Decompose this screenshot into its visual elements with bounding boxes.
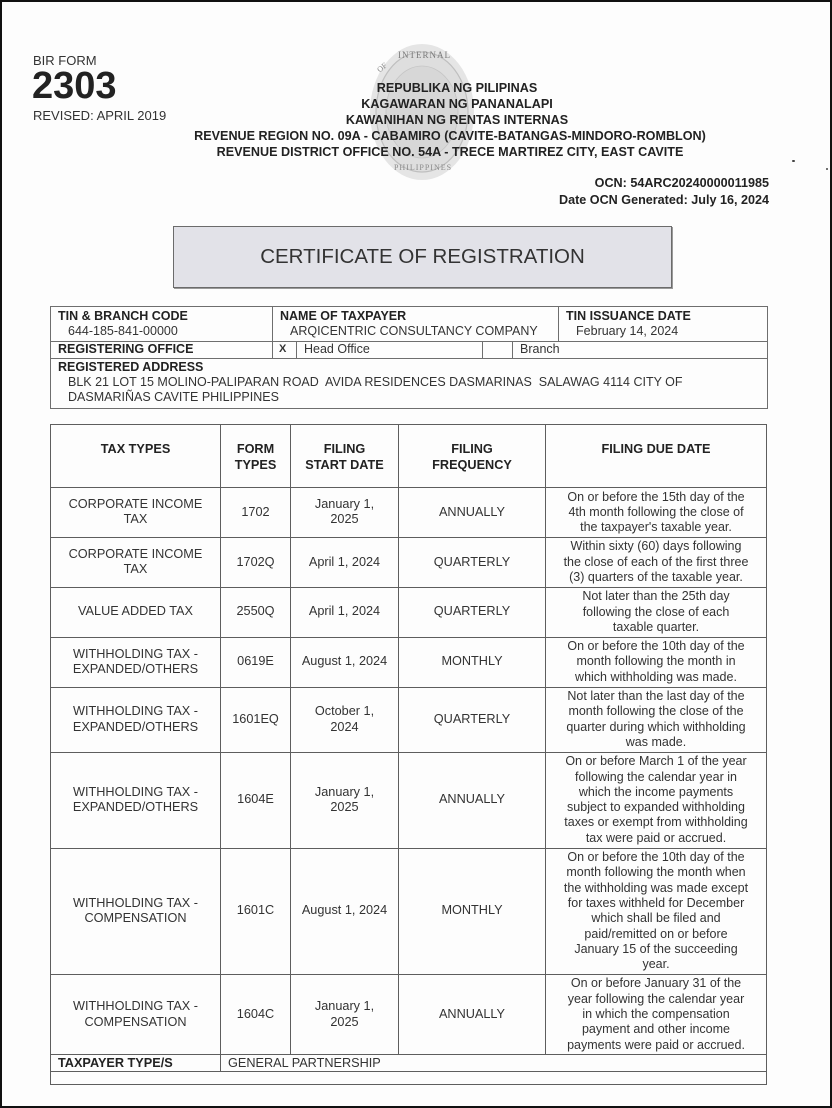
filing-due-date-cell <box>546 587 767 637</box>
tax-type-cell <box>51 974 221 1055</box>
tax-table-row <box>51 587 767 637</box>
filing-due-date-line: On or before the 15th day of the <box>567 489 745 504</box>
tax-type-line: EXPANDED/OTHERS <box>72 662 199 677</box>
tax-table-row <box>51 637 767 687</box>
tax-type-line: EXPANDED/OTHERS <box>72 719 199 734</box>
filing-frequency-cell: QUARTERLY <box>399 537 546 587</box>
filing-due-date-line: subject to expanded withholding <box>567 800 745 815</box>
taxpayer-name-value: ARQICENTRIC CONSULTANCY COMPANY <box>290 324 538 338</box>
filing-frequency-cell: QUARTERLY <box>399 687 546 752</box>
filing-frequency-cell: ANNUALLY <box>399 752 546 848</box>
branch-checkbox <box>483 342 513 359</box>
registered-address-line1: BLK 21 LOT 15 MOLINO-PALIPARAN ROAD AVIDA RESIDENCES DASMARINAS SALAWAG 4114 CITY OF <box>68 375 683 389</box>
filing-due-date-line: taxable quarter. <box>612 619 700 634</box>
filing-start-date-cell <box>291 537 399 587</box>
filing-start-date-line: October 1, <box>314 704 375 719</box>
tax-type-line: TAX <box>123 562 148 577</box>
filing-frequency-cell: ANNUALLY <box>399 488 546 538</box>
filing-due-date-cell <box>546 687 767 752</box>
tax-table-row <box>51 974 767 1055</box>
seal-text-bottom: PHILIPPINES <box>393 163 453 172</box>
header-district-office: REVENUE DISTRICT OFFICE NO. 54A - TRECE MARTIREZ CITY, EAST CAVITE <box>216 145 684 159</box>
filing-due-date-line: payments were paid or accrued. <box>567 1037 745 1052</box>
filing-due-date-line: which shall be filed and <box>591 911 721 926</box>
filing-start-date-line: 2025 <box>330 800 359 815</box>
filing-start-date-line: 2025 <box>330 1014 359 1029</box>
taxpayer-type-row <box>51 1055 767 1072</box>
taxpayer-info-table <box>50 306 768 409</box>
filing-due-date-line: quarter during which withholding <box>566 719 746 734</box>
filing-due-date-line: following the close of each <box>582 604 730 619</box>
header-bureau: KAWANIHAN NG RENTAS INTERNAS <box>345 113 569 127</box>
certificate-title: CERTIFICATE OF REGISTRATION <box>173 226 672 288</box>
filing-due-date-line: paid/remitted on or before <box>584 926 728 941</box>
seal-text-left: OF <box>375 60 389 75</box>
tin-cell <box>51 307 273 342</box>
taxpayer-type-label: TAXPAYER TYPE/S <box>51 1055 221 1072</box>
form-type-cell: 1702 <box>221 488 291 538</box>
filing-due-date-line: month following the close of the <box>568 704 744 719</box>
branch-label: Branch <box>513 342 768 359</box>
filing-due-date-line: which withholding was made. <box>575 669 737 684</box>
form-type-cell: 2550Q <box>221 587 291 637</box>
filing-start-date-line: January 1, <box>314 496 375 511</box>
filing-due-date-line: January 15 of the succeeding <box>574 941 738 956</box>
filing-due-date-line: On or before January 31 of the <box>570 976 742 991</box>
agency-header <box>100 80 800 160</box>
header-tax-types: TAX TYPES <box>51 425 221 488</box>
blank-row <box>51 1072 767 1085</box>
tax-type-line: TAX <box>123 512 148 527</box>
filing-due-date-line: for taxes withheld for December <box>567 895 745 910</box>
filing-due-date-cell <box>546 752 767 848</box>
header-filing-frequency: FILING FREQUENCY <box>399 425 546 488</box>
filing-due-date-cell <box>546 848 767 974</box>
filing-start-date-cell <box>291 637 399 687</box>
header-form-types: FORM TYPES <box>221 425 291 488</box>
form-type-cell: 1601EQ <box>221 687 291 752</box>
filing-start-date-cell <box>291 974 399 1055</box>
taxpayer-name-label: NAME OF TAXPAYER <box>280 309 407 323</box>
filing-start-date-line: January 1, <box>314 784 375 799</box>
filing-due-date-line: On or before the 10th day of the <box>567 639 745 654</box>
form-type-cell: 1702Q <box>221 537 291 587</box>
tax-type-cell <box>51 587 221 637</box>
header-filing-due-date: FILING DUE DATE <box>546 425 767 488</box>
header-filing-start-date: FILING START DATE <box>291 425 399 488</box>
seal-text-top: INTERNAL <box>398 50 451 60</box>
form-type-cell: 0619E <box>221 637 291 687</box>
filing-due-date-line: was made. <box>625 734 687 749</box>
filing-frequency-cell: MONTHLY <box>399 848 546 974</box>
tin-issuance-cell <box>559 307 768 342</box>
filing-due-date-line: (3) quarters of the taxable year. <box>569 569 743 584</box>
filing-due-date-line: year. <box>642 957 670 972</box>
tax-type-line: CORPORATE INCOME <box>68 496 203 511</box>
filing-start-date-line: 2024 <box>330 719 359 734</box>
filing-frequency-cell: MONTHLY <box>399 637 546 687</box>
tax-type-line: EXPANDED/OTHERS <box>72 800 199 815</box>
tax-type-cell <box>51 848 221 974</box>
head-office-checkbox: X <box>273 342 297 359</box>
filing-start-date-cell <box>291 848 399 974</box>
tax-type-line: WITHHOLDING TAX - <box>73 704 198 719</box>
blank-cell <box>51 1072 767 1085</box>
tax-type-line: CORPORATE INCOME <box>68 546 203 561</box>
filing-due-date-line: payment and other income <box>581 1022 730 1037</box>
filing-due-date-line: following the calendar year in <box>575 769 737 784</box>
tax-type-line: WITHHOLDING TAX - <box>73 646 198 661</box>
header-department: KAGAWARAN NG PANANALAPI <box>361 97 553 111</box>
ocn-number: OCN: 54ARC20240000011985 <box>594 176 769 190</box>
filing-start-date-line: 2025 <box>330 512 359 527</box>
filing-due-date-cell <box>546 974 767 1055</box>
filing-due-date-line: Not later than the last day of the <box>567 689 745 704</box>
tax-table-row <box>51 848 767 974</box>
tin-label: TIN & BRANCH CODE <box>58 309 188 323</box>
filing-start-date-line: August 1, 2024 <box>301 903 388 918</box>
filing-start-date-cell <box>291 687 399 752</box>
filing-due-date-line: On or before March 1 of the year <box>565 754 747 769</box>
form-revised-date: REVISED: APRIL 2019 <box>33 108 167 123</box>
tax-type-cell <box>51 537 221 587</box>
tax-type-cell <box>51 752 221 848</box>
filing-due-date-cell <box>546 637 767 687</box>
filing-due-date-cell <box>546 537 767 587</box>
scan-speck <box>826 168 828 170</box>
tax-type-cell <box>51 488 221 538</box>
header-republic: REPUBLIKA NG PILIPINAS <box>376 81 538 95</box>
filing-due-date-line: Within sixty (60) days following <box>570 539 742 554</box>
filing-due-date-line: month following the month in <box>576 654 736 669</box>
filing-start-date-line: August 1, 2024 <box>301 654 388 669</box>
header-revenue-region: REVENUE REGION NO. 09A - CABAMIRO (CAVITE-BATANGAS-MINDORO-ROMBLON) <box>194 129 706 143</box>
tax-table-header-row <box>51 425 767 488</box>
tax-type-cell <box>51 637 221 687</box>
form-number: 2303 <box>32 65 117 107</box>
tin-issuance-value: February 14, 2024 <box>576 324 679 338</box>
registered-address-line2: DASMARIÑAS CAVITE PHILIPPINES <box>68 390 279 404</box>
filing-due-date-line: tax were paid or accrued. <box>585 830 727 845</box>
tax-table-row <box>51 537 767 587</box>
ocn-date: Date OCN Generated: July 16, 2024 <box>559 193 769 207</box>
form-label: BIR FORM <box>33 53 97 68</box>
tax-type-line: WITHHOLDING TAX - <box>73 784 198 799</box>
filing-frequency-cell: QUARTERLY <box>399 587 546 637</box>
filing-due-date-line: the taxpayer's taxable year. <box>580 520 732 535</box>
filing-due-date-line: month following the month when <box>566 865 746 880</box>
filing-start-date-line: April 1, 2024 <box>308 604 381 619</box>
filing-start-date-line: January 1, <box>314 999 375 1014</box>
scan-speck <box>792 160 795 162</box>
tax-type-line: COMPENSATION <box>84 911 187 926</box>
tax-types-table <box>50 424 767 1085</box>
filing-due-date-line: On or before the 10th day of the <box>567 850 745 865</box>
filing-frequency-cell: ANNUALLY <box>399 974 546 1055</box>
tax-type-line: COMPENSATION <box>84 1014 187 1029</box>
tax-type-line: VALUE ADDED TAX <box>78 604 193 619</box>
registered-address-label: REGISTERED ADDRESS <box>58 360 204 374</box>
form-type-cell: 1601C <box>221 848 291 974</box>
ocn-block <box>559 175 769 209</box>
tin-issuance-label: TIN ISSUANCE DATE <box>566 309 691 323</box>
tax-type-cell <box>51 687 221 752</box>
filing-start-date-cell <box>291 488 399 538</box>
filing-start-date-line: April 1, 2024 <box>308 554 381 569</box>
filing-start-date-cell <box>291 752 399 848</box>
filing-due-date-line: which the income payments <box>578 784 734 799</box>
tax-table-row <box>51 687 767 752</box>
registering-office-label: REGISTERING OFFICE <box>51 342 273 359</box>
head-office-label: Head Office <box>297 342 483 359</box>
form-type-cell: 1604E <box>221 752 291 848</box>
filing-due-date-line: 4th month following the close of <box>568 504 744 519</box>
taxpayer-name-cell <box>273 307 559 342</box>
registered-address-cell <box>51 359 768 409</box>
form-type-cell: 1604C <box>221 974 291 1055</box>
taxpayer-type-value: GENERAL PARTNERSHIP <box>221 1055 767 1072</box>
filing-due-date-line: year following the calendar year <box>567 991 745 1006</box>
filing-due-date-line: Not later than the 25th day <box>582 589 730 604</box>
tin-value: 644-185-841-00000 <box>68 324 178 338</box>
filing-due-date-line: taxes or exempt from withholding <box>564 815 748 830</box>
tax-type-line: WITHHOLDING TAX - <box>73 895 198 910</box>
filing-due-date-line: in which the compensation <box>582 1007 730 1022</box>
tax-table-row <box>51 488 767 538</box>
filing-due-date-cell <box>546 488 767 538</box>
tax-table-row <box>51 752 767 848</box>
tax-type-line: WITHHOLDING TAX - <box>73 999 198 1014</box>
filing-due-date-line: the withholding was made except <box>563 880 749 895</box>
filing-start-date-cell <box>291 587 399 637</box>
filing-due-date-line: the close of each of the first three <box>563 554 749 569</box>
